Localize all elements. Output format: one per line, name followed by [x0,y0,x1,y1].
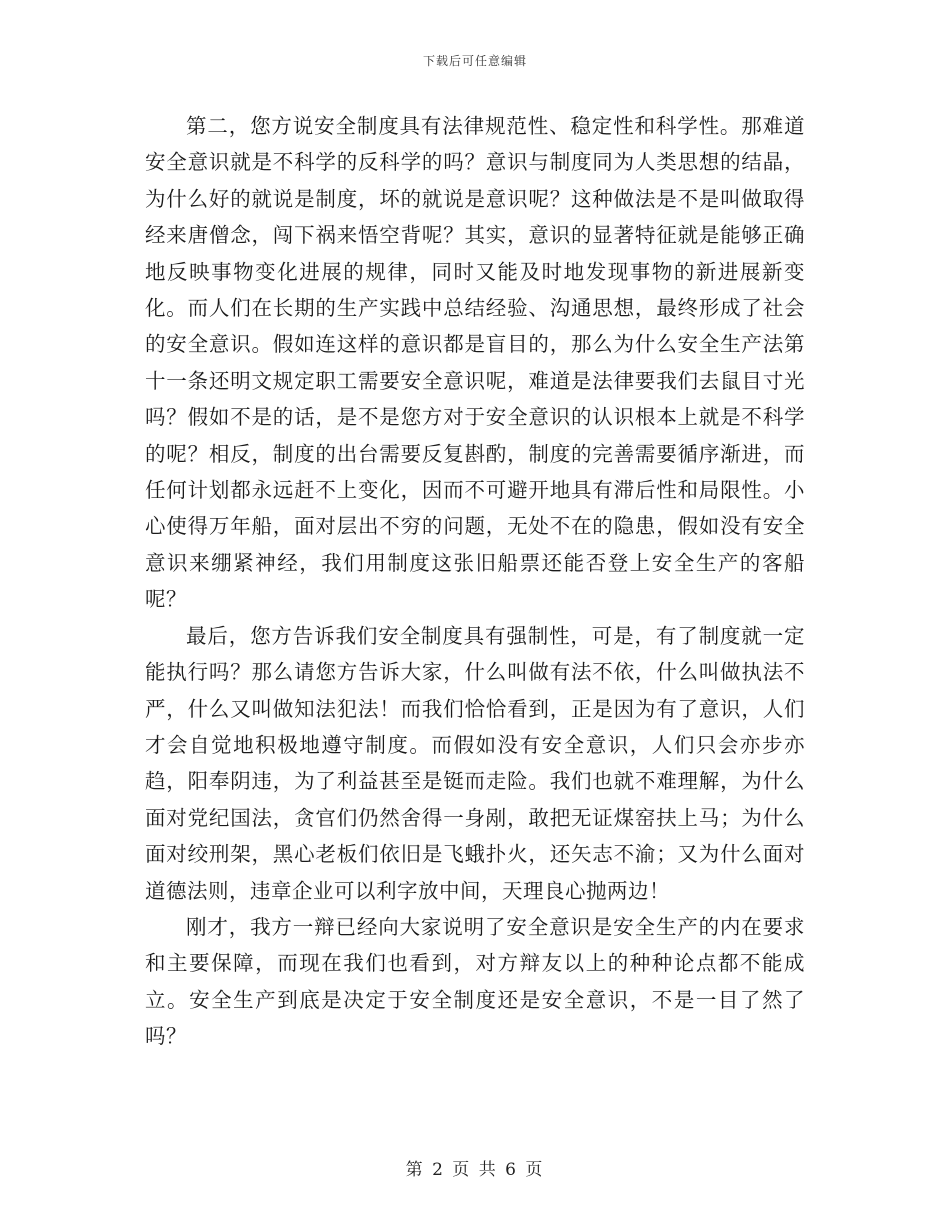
paragraph-second-point: 第二，您方说安全制度具有法律规范性、稳定性和科学性。那难道安全意识就是不科学的反科学的吗？意识与制度同为人类思想的结晶，为什么好的就说是制度，坏的就说是意识呢？这种做法是不是叫做取得经来唐僧念，闯下祸来悟空背呢？其实，意识的显著特征就是能够正确地反映事物变化进展的规律，同时又能及时地发现事物的新进展新变化。而人们在长期的生产实践中总结经验、沟通思想，最终形成了社会的安全意识。假如连这样的意识都是盲目的，那么为什么安全生产法第十一条还明文规定职工需要安全意识呢，难道是法律要我们去鼠目寸光吗？假如不是的话，是不是您方对于安全意识的认识根本上就是不科学的呢？相反，制度的出台需要反复斟酌，制度的完善需要循序渐进，而任何计划都永远赶不上变化，因而不可避开地具有滞后性和局限性。小心使得万年船，面对层出不穷的问题，无处不在的隐患，假如没有安全意识来绷紧神经，我们用制度这张旧船票还能否登上安全生产的客船呢？ [145,114,805,612]
paragraph-conclusion: 刚才，我方一辩已经向大家说明了安全意识是安全生产的内在要求和主要保障，而现在我们也看到，对方辩友以上的种种论点都不能成立。安全生产到底是决定于安全制度还是安全意识，不是一目了然了吗？ [145,914,805,1049]
paragraph-last-point: 最后，您方告诉我们安全制度具有强制性，可是，有了制度就一定能执行吗？那么请您方告诉大家，什么叫做有法不依，什么叫做执法不严，什么又叫做知法犯法！而我们恰恰看到，正是因为有了意识，人们才会自觉地积极地遵守制度。而假如没有安全意识，人们只会亦步亦趋，阳奉阴违，为了利益甚至是铤而走险。我们也就不难理解，为什么面对党纪国法，贪官们仍然舍得一身剐，敢把无证煤窑扶上马；为什么面对绞刑架，黑心老板们依旧是飞蛾扑火，还矢志不渝；又为什么面对道德法则，违章企业可以利字放中间，天理良心抛两边！ [145,623,805,903]
page-number-footer: 第 2 页 共 6 页 [405,1160,545,1180]
document-body [145,108,805,1055]
page-header-note: 下载后可任意编辑 [422,54,527,68]
